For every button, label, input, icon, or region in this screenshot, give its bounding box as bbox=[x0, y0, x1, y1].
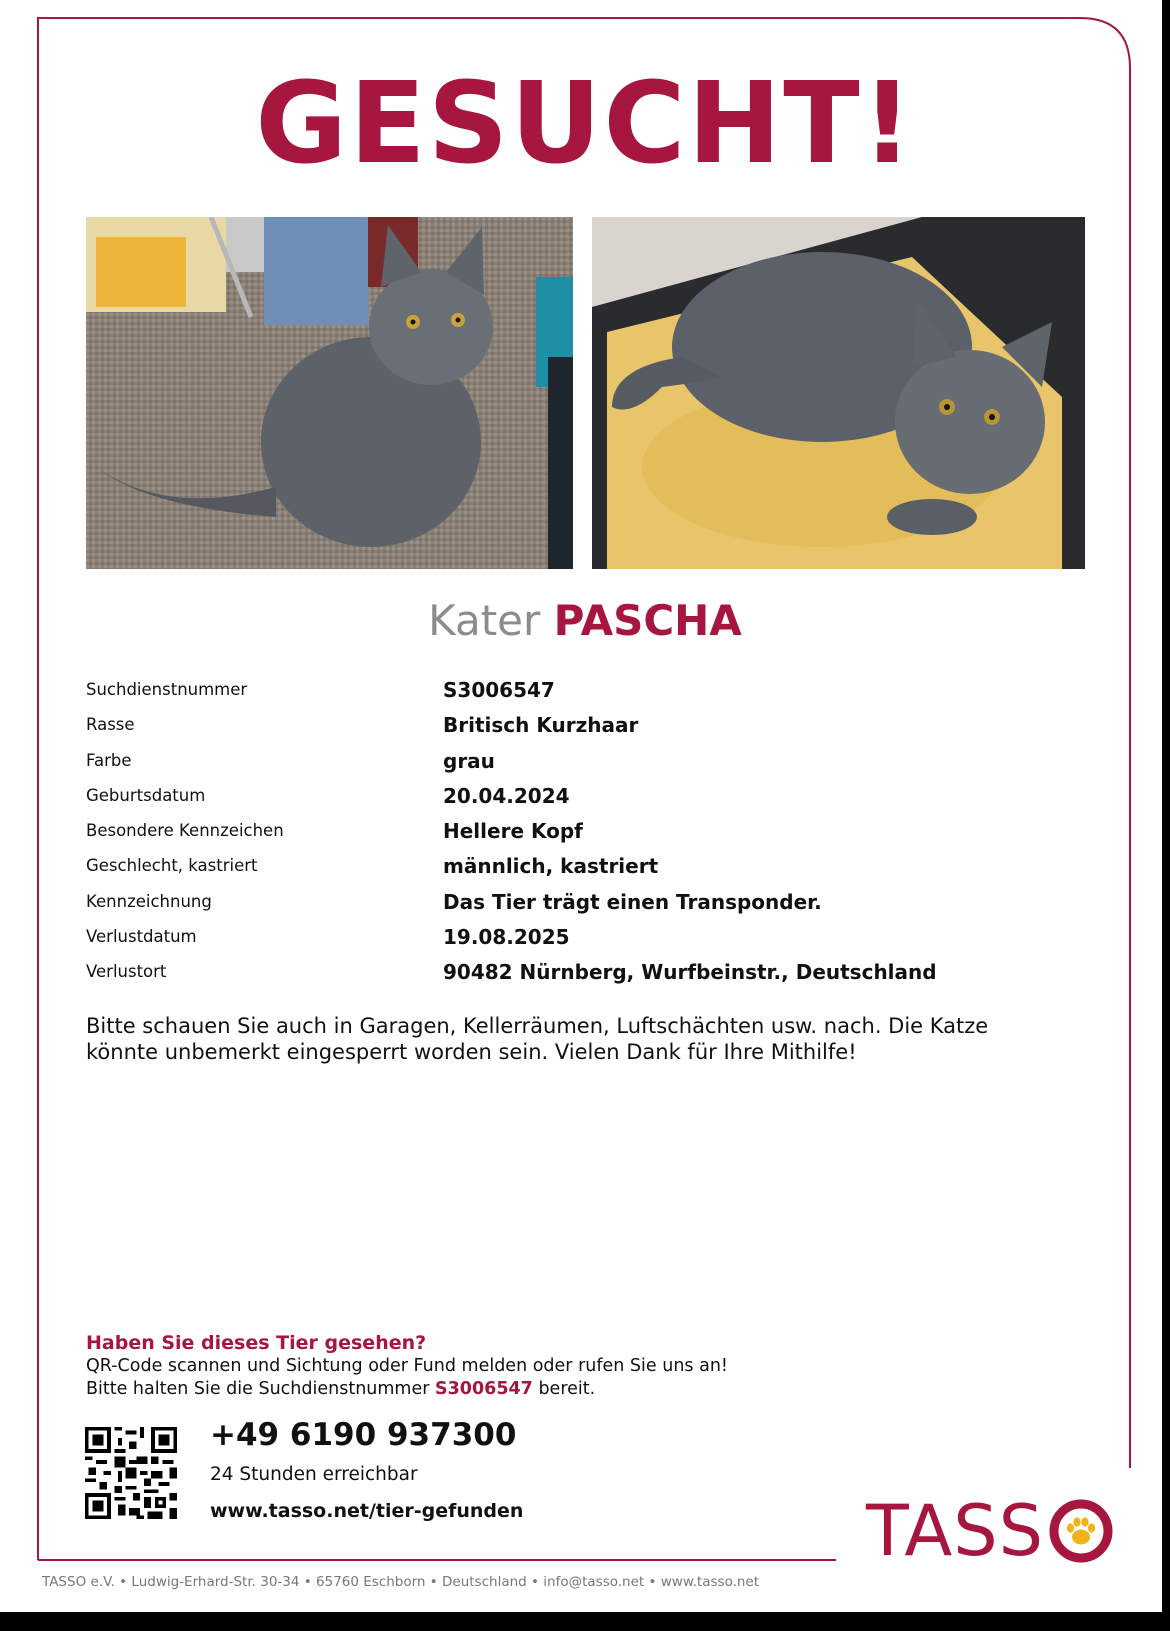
detail-label: Farbe bbox=[86, 750, 132, 770]
detail-value: 19.08.2025 bbox=[443, 925, 570, 950]
phone-number[interactable]: +49 6190 937300 bbox=[210, 1417, 517, 1453]
poster-title: GESUCHT! bbox=[255, 59, 915, 189]
logo-text: TASS bbox=[866, 1489, 1045, 1572]
detail-row-markings bbox=[86, 819, 1086, 854]
detail-label: Suchdienstnummer bbox=[86, 680, 248, 699]
reference-suffix: bereit. bbox=[538, 1379, 596, 1399]
search-note: Bitte schauen Sie auch in Garagen, Kellerräumen, Luftschächten usw. nach. Die Katze könnte unbemerkt eingesperrt worden sein. Vielen Dank für Ihre Mithilfe! bbox=[86, 1014, 989, 1064]
detail-row-breed bbox=[86, 713, 1086, 748]
detail-value: S3006547 bbox=[443, 678, 555, 702]
reference-number: S3006547 bbox=[435, 1379, 533, 1399]
cat-photo-sitting bbox=[86, 217, 573, 569]
screen-edge-right bbox=[1162, 0, 1170, 1631]
contact-instruction: QR-Code scannen und Sichtung oder Fund melden oder rufen Sie uns an! bbox=[86, 1356, 728, 1376]
detail-label: Verlustdatum bbox=[86, 927, 197, 947]
screen-edge-bottom bbox=[0, 1612, 1170, 1631]
detail-label: Verlustort bbox=[86, 962, 167, 982]
detail-row-sex bbox=[86, 854, 1086, 889]
detail-value: 90482 Nürnberg, Wurfbeinstr., Deutschland bbox=[443, 960, 937, 985]
tasso-logo bbox=[866, 1489, 1114, 1572]
detail-label: Besondere Kennzeichen bbox=[86, 821, 284, 841]
detail-value: Hellere Kopf bbox=[443, 819, 583, 844]
pet-details-table bbox=[86, 678, 1086, 996]
detail-value: 20.04.2024 bbox=[443, 783, 570, 808]
detail-row-search-number bbox=[86, 678, 1086, 713]
pet-name bbox=[0, 596, 1170, 645]
detail-value: Das Tier trägt einen Transponder. bbox=[443, 889, 822, 914]
reference-prefix: Bitte halten Sie die Suchdienstnummer bbox=[86, 1379, 430, 1399]
availability-hours: 24 Stunden erreichbar bbox=[210, 1464, 418, 1485]
cat-photo-lying bbox=[592, 217, 1085, 569]
detail-label: Geburtsdatum bbox=[86, 785, 206, 805]
detail-row-color bbox=[86, 749, 1086, 784]
pet-name-value: PASCHA bbox=[553, 596, 742, 645]
qr-code[interactable] bbox=[85, 1427, 177, 1519]
pet-species: Kater bbox=[428, 596, 541, 645]
contact-reference-line bbox=[86, 1379, 595, 1399]
detail-row-loss-location bbox=[86, 960, 1086, 995]
detail-label: Geschlecht, kastriert bbox=[86, 856, 258, 876]
paw-icon bbox=[1048, 1498, 1114, 1564]
detail-row-birthdate bbox=[86, 784, 1086, 819]
footer-address: TASSO e.V. • Ludwig-Erhard-Str. 30-34 • 65760 Eschborn • Deutschland • info@tasso.net • www.tasso.net bbox=[42, 1574, 760, 1590]
report-url-link[interactable]: www.tasso.net/tier-gefunden bbox=[210, 1500, 524, 1522]
detail-value: grau bbox=[443, 748, 495, 773]
contact-heading: Haben Sie dieses Tier gesehen? bbox=[86, 1332, 427, 1354]
detail-label: Rasse bbox=[86, 715, 135, 735]
detail-value: Britisch Kurzhaar bbox=[443, 713, 639, 738]
detail-label: Kennzeichnung bbox=[86, 891, 212, 911]
detail-row-identification bbox=[86, 890, 1086, 925]
detail-row-loss-date bbox=[86, 925, 1086, 960]
detail-value: männlich, kastriert bbox=[443, 854, 659, 879]
